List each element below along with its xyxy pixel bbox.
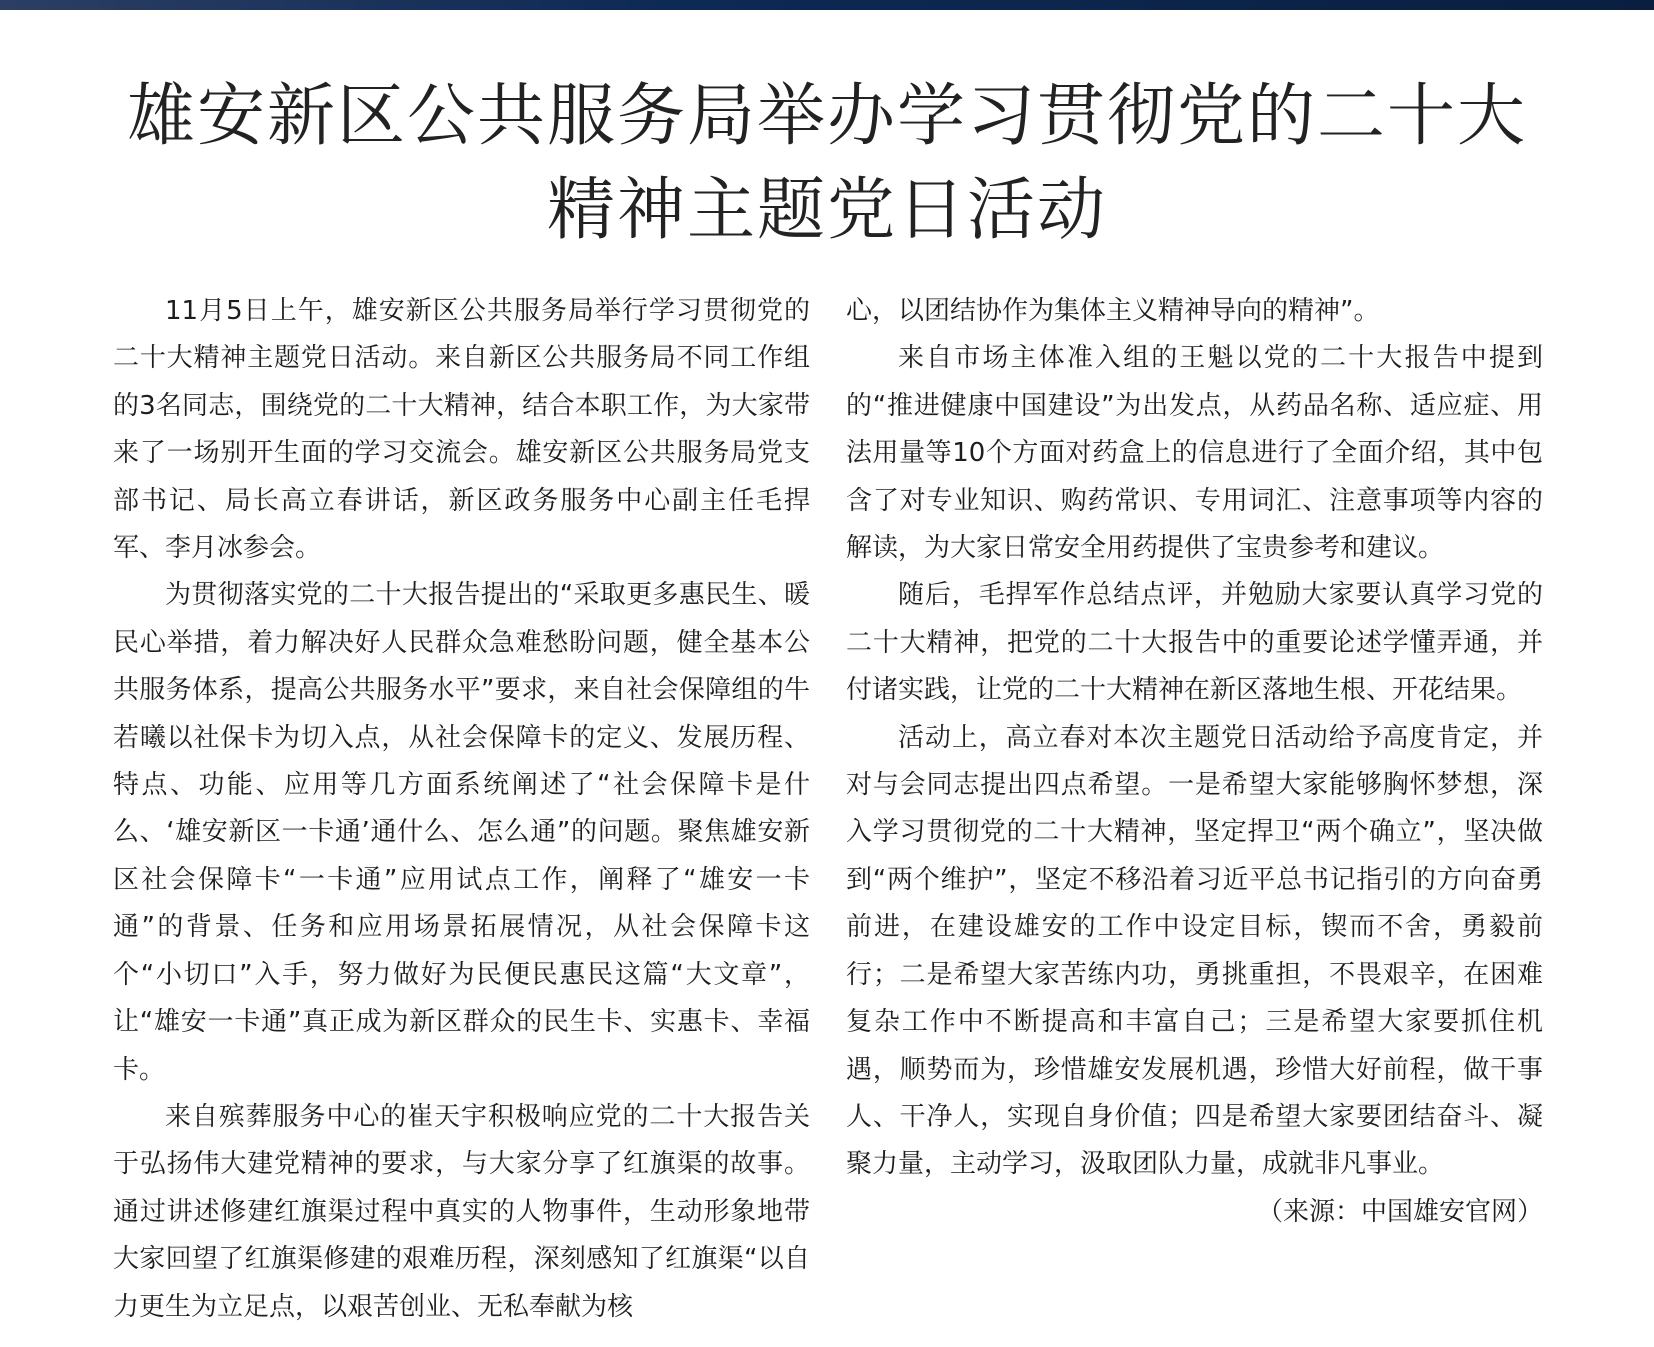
article-title	[80, 70, 1574, 258]
paragraph-4: 来自市场主体准入组的王魁以党的二十大报告中提到的“推进健康中国建设”为出发点，从药品名称、适应症、用法用量等10个方面对药盒上的信息进行了全面介绍，其中包含了对专业知识、购药常识、专用词汇、注意事项等内容的解读，为大家日常安全用药提供了宝贵参考和建议。	[846, 343, 1543, 564]
paragraph-3: 来自殡葬服务中心的崔天宇积极响应党的二十大报告关于弘扬伟大建党精神的要求，与大家分享了红旗渠的故事。通过讲述修建红旗渠过程中真实的人物事件，生动形象地带大家回望了红旗渠修建的艰难历程，深刻感知了红旗渠“以自力更生为立足点，以艰苦创业、无私奉献为核	[113, 1101, 810, 1322]
paragraph-3-continued: 心，以团结协作为集体主义精神导向的精神”。	[846, 296, 1380, 326]
paragraph-2: 为贯彻落实党的二十大报告提出的“采取更多惠民生、暖民心举措，着力解决好人民群众急难愁盼问题，健全基本公共服务体系，提高公共服务水平”要求，来自社会保障组的牛若曦以社保卡为切入点，从社会保障卡的定义、发展历程、特点、功能、应用等几方面系统阐述了“社会保障卡是什么、‘雄安新区一卡通’通什么、怎么通”的问题。聚焦雄安新区社会保障卡“一卡通”应用试点工作，阐释了“雄安一卡通”的背景、任务和应用场景拓展情况，从社会保障卡这个“小切口”入手，努力做好为民便民惠民这篇“大文章”，让“雄安一卡通”真正成为新区群众的民生卡、实惠卡、幸福卡。	[113, 580, 810, 1085]
paragraph-6	[846, 715, 1543, 1236]
paragraph-6-text: 活动上，高立春对本次主题党日活动给予高度肯定，并对与会同志提出四点希望。一是希望大家能够胸怀梦想，深入学习贯彻党的二十大精神，坚定捍卫“两个确立”，坚决做到“两个维护”，坚定不移沿着习近平总书记指引的方向奋勇前进，在建设雄安的工作中设定目标，锲而不舍，勇毅前行；二是希望大家苦练内功，勇挑重担，不畏艰辛，在困难复杂工作中不断提高和丰富自己；三是希望大家要抓住机遇，顺势而为，珍惜雄安发展机遇，珍惜大好前程，做干事人、干净人，实现自身价值；四是希望大家要团结奋斗、凝聚力量，主动学习，汲取团队力量，成就非凡事业。	[846, 722, 1543, 1180]
paragraph-1: 11月5日上午，雄安新区公共服务局举行学习贯彻党的二十大精神主题党日活动。来自新区公共服务局不同工作组的3名同志，围绕党的二十大精神，结合本职工作，为大家带来了一场别开生面的学习交流会。雄安新区公共服务局党支部书记、局长高立春讲话，新区政务服务中心副主任毛捍军、李月冰参会。	[113, 296, 810, 564]
left-column	[113, 288, 810, 1331]
article-source: （来源：中国雄安官网）	[1256, 1196, 1543, 1227]
title-line-1: 雄安新区公共服务局举办学习贯彻党的二十大	[126, 77, 1527, 156]
top-accent-bar	[0, 0, 1654, 10]
paragraph-5: 随后，毛捍军作总结点评，并勉励大家要认真学习党的二十大精神，把党的二十大报告中的重要论述学懂弄通，并付诸实践，让党的二十大精神在新区落地生根、开花结果。	[846, 580, 1543, 706]
right-column	[846, 288, 1543, 1236]
title-line-2: 精神主题党日活动	[546, 171, 1107, 250]
